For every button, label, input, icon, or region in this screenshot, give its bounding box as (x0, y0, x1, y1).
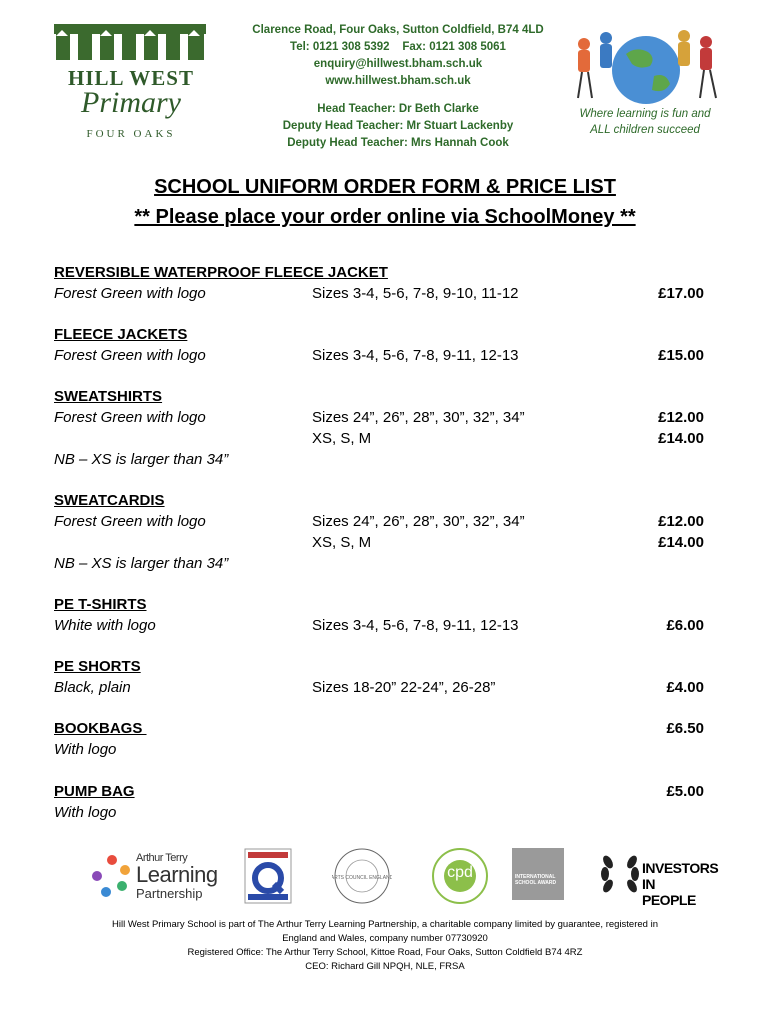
list-item (54, 490, 704, 574)
investors-in-people-logo (600, 852, 719, 908)
list-item (54, 718, 704, 760)
school-logo (52, 22, 212, 142)
laurel-wreath-icon (600, 852, 640, 898)
item-description: With logo (54, 804, 117, 821)
school-tagline (560, 106, 730, 138)
item-price: £6.50 (666, 720, 704, 737)
list-item (54, 781, 704, 823)
item-price-alt: £14.00 (658, 534, 704, 551)
item-description: White with logo (54, 617, 156, 634)
list-item (54, 656, 704, 698)
deputy-head-1: Deputy Head Teacher: Mr Stuart Lackenby (282, 120, 514, 132)
list-item (54, 386, 704, 470)
footer-line-1: Hill West Primary School is part of The Arthur Terry Learning Partnership, a charitable company limited by guarantee, registered in (112, 919, 658, 930)
deputy-head-2: Deputy Head Teacher: Mrs Hannah Cook (287, 137, 509, 149)
logo-primary-text: Primary (81, 86, 181, 119)
item-sizes: Sizes 3-4, 5-6, 7-8, 9-11, 12-13 (312, 347, 519, 364)
item-sizes: Sizes 3-4, 5-6, 7-8, 9-10, 11-12 (312, 285, 519, 302)
iip-line-2: IN PEOPLE (642, 876, 696, 908)
contact-block (230, 22, 566, 152)
item-sizes: Sizes 24”, 26”, 28”, 30”, 32”, 34” (312, 409, 525, 426)
footer-line-3: Registered Office: The Arthur Terry School, Kittoe Road, Four Oaks, Sutton Coldfield B74 4RZ (187, 947, 583, 958)
item-price: £15.00 (658, 347, 704, 364)
item-description: Forest Green with logo (54, 409, 206, 426)
item-description: Forest Green with logo (54, 347, 206, 364)
item-price: £12.00 (658, 409, 704, 426)
arts-council-text: ARTS COUNCIL ENGLAND (332, 875, 392, 881)
item-price: £4.00 (666, 679, 704, 696)
atlp-line-2: Learning (136, 862, 218, 887)
item-name: SWEATCARDIS (54, 492, 165, 509)
item-price: £17.00 (658, 285, 704, 302)
iip-line-1: INVESTORS (642, 860, 719, 876)
item-sizes: Sizes 3-4, 5-6, 7-8, 9-11, 12-13 (312, 617, 519, 634)
page-title: SCHOOL UNIFORM ORDER FORM & PRICE LIST (154, 176, 616, 198)
item-name: BOOKBAGS (54, 720, 147, 737)
footer-line-4: CEO: Richard Gill NPQH, NLE, FRSA (305, 961, 465, 972)
item-price: £5.00 (666, 783, 704, 800)
atlp-line-1: Arthur Terry (136, 852, 188, 864)
logo-location: FOUR OAKS (86, 128, 176, 140)
item-sizes-alt: XS, S, M (312, 534, 372, 551)
item-sizes: Sizes 18-20” 22-24”, 26-28” (312, 679, 496, 696)
order-instruction: ** Please place your order online via SchoolMoney ** (134, 206, 636, 228)
isa-text: INTERNATIONAL SCHOOL AWARD (515, 874, 557, 886)
people-circle-icon (92, 852, 132, 902)
item-name: REVERSIBLE WATERPROOF FLEECE JACKET (54, 264, 388, 281)
arthur-terry-logo (92, 850, 222, 906)
logo-school-name: HILL WEST (68, 66, 194, 90)
international-school-award-logo (512, 848, 564, 900)
atlp-line-3: Partnership (136, 886, 203, 901)
item-name: PE T-SHIRTS (54, 596, 147, 613)
item-description: Black, plain (54, 679, 131, 696)
cpd-text: cpd (447, 864, 473, 881)
cpd-logo (430, 846, 490, 906)
tagline-line-1: Where learning is fun and (579, 108, 711, 120)
footer-legal (60, 918, 710, 974)
quality-q-icon (244, 848, 292, 904)
item-sizes-alt: XS, S, M (312, 430, 372, 447)
trees-logo-icon (52, 22, 208, 62)
quality-mark-logo (244, 848, 292, 904)
footer-line-2: England and Wales, company number 07730920 (282, 933, 488, 944)
children-globe-icon (566, 18, 726, 108)
item-description: Forest Green with logo (54, 285, 206, 302)
item-price-alt: £14.00 (658, 430, 704, 447)
arts-council-ring-icon (332, 846, 392, 906)
list-item (54, 324, 704, 366)
item-description: With logo (54, 741, 117, 758)
item-description: Forest Green with logo (54, 513, 206, 530)
tagline-line-2: ALL children succeed (590, 124, 700, 136)
address: Clarence Road, Four Oaks, Sutton Coldfield, B74 4LD (252, 24, 544, 36)
item-price: £12.00 (658, 513, 704, 530)
item-note: NB – XS is larger than 34” (54, 555, 229, 572)
item-name: FLEECE JACKETS (54, 326, 188, 343)
item-name: PUMP BAG (54, 783, 135, 800)
arts-council-logo (332, 846, 392, 906)
head-teacher: Head Teacher: Dr Beth Clarke (317, 103, 479, 115)
email-link[interactable]: enquiry@hillwest.bham.sch.uk (313, 58, 483, 70)
website-link[interactable]: www.hillwest.bham.sch.uk (325, 75, 471, 87)
item-price: £6.00 (666, 617, 704, 634)
list-item (54, 262, 704, 304)
list-item (54, 594, 704, 636)
item-sizes: Sizes 24”, 26”, 28”, 30”, 32”, 34” (312, 513, 525, 530)
item-name: PE SHORTS (54, 658, 141, 675)
item-name: SWEATSHIRTS (54, 388, 163, 405)
item-note: NB – XS is larger than 34” (54, 451, 229, 468)
phone-fax: Tel: 0121 308 5392 Fax: 0121 308 5061 (290, 41, 506, 53)
